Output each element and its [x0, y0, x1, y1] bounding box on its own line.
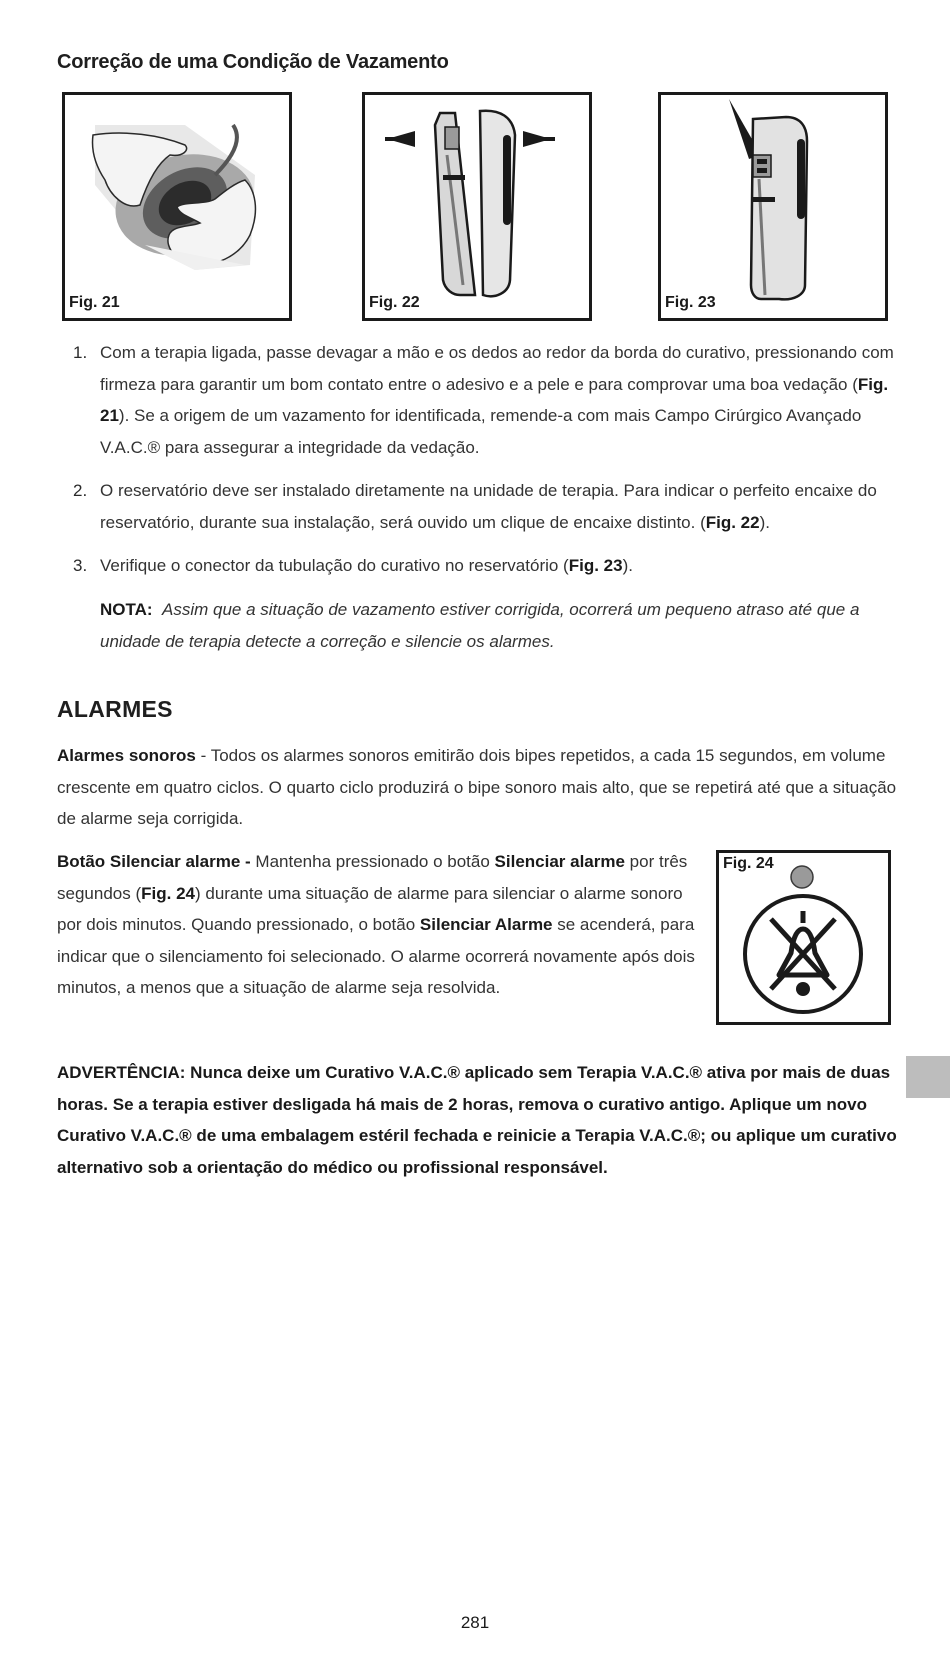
silence-alarm-text: ) durante uma situação de alarme para silenciar o alarme sonoro por dois minutos. Quando pressionado, o botão — [57, 883, 683, 934]
figure-22 — [362, 92, 592, 321]
page-number: 281 — [460, 1613, 490, 1632]
figure-reference: Fig. 21 — [100, 374, 889, 425]
silence-alarm-paragraph — [57, 846, 707, 1004]
step-number: 1. — [73, 343, 88, 362]
figure-reference: Fig. 22 — [705, 512, 760, 532]
figure-23-caption: Fig. 23 — [665, 294, 716, 311]
step-number: 3. — [73, 556, 88, 575]
figure-21 — [62, 92, 292, 321]
figure-23 — [658, 92, 888, 321]
sound-alarms-paragraph — [57, 740, 897, 835]
step-item — [57, 337, 897, 463]
alarms-heading: ALARMES — [57, 696, 173, 722]
silence-alarm-label: Botão Silenciar alarme - — [57, 852, 251, 871]
sound-alarms-label: Alarmes sonoros — [57, 746, 196, 765]
figure-reference: Fig. 23 — [568, 556, 623, 575]
step-text: ). Se a origem de um vazamento for identificada, remende-a com mais Campo Cirúrgico Avançado V.A.C.® para assegurar a integridade da vedação. — [100, 406, 862, 457]
sound-alarms-text: - Todos os alarmes sonoros emitirão dois bipes repetidos, a cada 15 segundos, em volume crescente em quatro ciclos. O quarto ciclo produzirá o bipe sonoro mais alto, que se repetirá até que a situação de alarme seja corrigida. — [57, 746, 897, 828]
figure-24 — [716, 850, 891, 1025]
step-text: Verifique o conector da tubulação do curativo no reservatório ( — [100, 556, 569, 575]
silence-button-name: Silenciar Alarme — [419, 915, 553, 934]
step-text: Com a terapia ligada, passe devagar a mão e os dedos ao redor da borda do curativo, pressionando com firmeza para garantir um bom contato entre o adesivo e a pele e para comprovar uma boa vedação ( — [100, 343, 894, 394]
section-tab-marker — [906, 1056, 950, 1098]
figure-22-caption: Fig. 22 — [369, 294, 420, 311]
note-label: NOTA: — [100, 600, 153, 619]
step-item — [57, 475, 897, 538]
silence-alarm-text: Mantenha pressionado o botão — [250, 852, 495, 871]
tubing-connector-illustration — [661, 95, 885, 318]
silence-alarm-text: por três segundos ( — [57, 852, 688, 903]
steps-list — [57, 337, 897, 594]
step-text: O reservatório deve ser instalado diretamente na unidade de terapia. Para indicar o perfeito encaixe do reservatório, durante sua instalação, será ouvido um clique de encaixe distinto. ( — [100, 481, 877, 532]
section-heading: Correção de uma Condição de Vazamento — [57, 51, 449, 73]
step-text: ). — [759, 512, 770, 532]
figure-reference: Fig. 24 — [141, 883, 195, 903]
step-text: ). — [622, 556, 633, 575]
note — [100, 594, 890, 657]
note-text: Assim que a situação de vazamento estiver corrigida, ocorrerá um pequeno atraso até que a unidade de terapia detecte a correção e silencie os alarmes. — [100, 600, 860, 651]
hands-pressing-dressing-illustration — [65, 95, 289, 318]
silence-button-name: Silenciar alarme — [494, 852, 625, 871]
silence-alarm-text: se acenderá, para indicar que o silenciamento foi selecionado. O alarme ocorrerá novamente após dois minutos, a menos que a situação de alarme seja resolvida. — [57, 915, 695, 997]
figure-24-caption: Fig. 24 — [723, 855, 774, 872]
step-item — [57, 550, 897, 582]
alarm-silence-icon — [719, 853, 888, 1022]
figure-21-caption: Fig. 21 — [69, 294, 120, 311]
warning-paragraph: ADVERTÊNCIA: Nunca deixe um Curativo V.A.C.® aplicado sem Terapia V.A.C.® ativa por mais de duas horas. Se a terapia estiver desligada há mais de 2 horas, remova o curativo antigo. Aplique um novo Curativo V.A.C.® de uma embalagem estéril fechada e reinicie a Terapia V.A.C.®; ou aplique um curativo alternativo sob a orientação do médico ou profissional responsável. — [57, 1063, 897, 1177]
step-number: 2. — [73, 481, 88, 500]
canister-insert-illustration — [365, 95, 589, 318]
indicator-light-icon — [791, 866, 813, 888]
